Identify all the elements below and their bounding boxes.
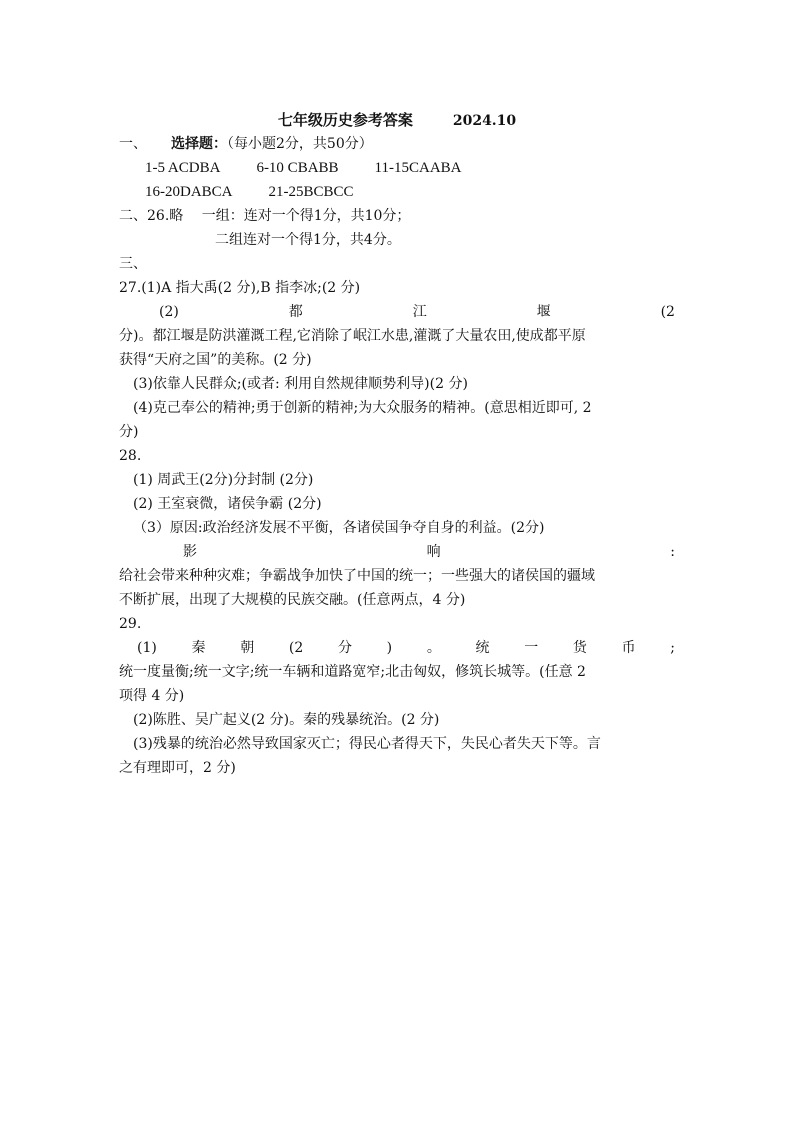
q27-word: 堰 — [536, 304, 551, 320]
q28-line4 — [119, 540, 675, 564]
q27-word: 都 — [288, 304, 303, 320]
q28-line2: (2) 王室衰微，诸侯争霸 (2分) — [133, 496, 322, 512]
q27-word: (2) — [159, 304, 179, 320]
q29-word: 分 — [337, 640, 352, 656]
answer-group: 6-10 CBABB — [256, 160, 339, 176]
q29-line1 — [119, 636, 675, 660]
document-title — [119, 108, 675, 132]
q27-word: (2 — [660, 304, 675, 320]
q28-line5: 给社会带来种种灾难；争霸战争加快了中国的统一；一些强大的诸侯国的疆域 — [119, 568, 595, 584]
answer-group: 1-5 ACDBA — [145, 160, 221, 176]
part1-answers-row2 — [119, 180, 675, 204]
q28-line6: 不断扩展，出现了大规模的民族交融。(任意两点，4 分) — [119, 592, 466, 608]
q28-number: 28. — [119, 448, 142, 464]
q28-word: 响 — [426, 544, 441, 560]
q27-line5: (3)依靠人民群众;(或者: 利用自然规律顺势利导)(2 分) — [133, 376, 468, 392]
q29-word: 一 — [524, 640, 539, 656]
q27-word: 江 — [412, 304, 427, 320]
part1-number: 一、 — [119, 136, 147, 152]
q29-word: 货 — [572, 640, 587, 656]
q29-word: 币 — [621, 640, 636, 656]
q27-line4: 获得“天府之国”的美称。(2 分) — [119, 352, 312, 368]
q29-word: ; — [670, 640, 675, 656]
q29-number: 29. — [119, 616, 142, 632]
q29-line4: (2)陈胜、吴广起义(2 分)。秦的残暴统治。(2 分) — [133, 712, 440, 728]
q27-line3: 分)。都江堰是防洪灌溉工程,它消除了岷江水患,灌溉了大量农田,使成都平原 — [119, 328, 586, 344]
q27-line1: 27.(1)A 指大禹(2 分),B 指李冰;(2 分) — [119, 280, 361, 296]
q29-word: 统 — [475, 640, 490, 656]
q28-word: 影 — [183, 544, 197, 560]
q27-line6: (4)克己奉公的精神;勇于创新的精神;为大众服务的精神。(意思相近即可, 2 — [133, 400, 592, 416]
answer-group: 11-15CAABA — [374, 160, 462, 176]
q29-word: 。 — [426, 640, 441, 656]
q28-line3: （3）原因:政治经济发展不平衡，各诸侯国争夺自身的利益。(2分) — [133, 520, 545, 536]
part1-label: 选择题： — [171, 136, 227, 152]
part2-line1: 二、26.略 一组：连对一个得1分，共10分； — [119, 208, 411, 224]
title-text: 七年级历史参考答案 — [277, 111, 413, 129]
q29-line6: 之有理即可，2 分) — [119, 760, 236, 776]
answer-group: 21-25BCBCC — [268, 184, 354, 200]
q29-word: (1) — [137, 640, 157, 656]
q28-line1: (1) 周武王(2分)分封制 (2分) — [133, 472, 314, 488]
q29-line3: 项得 4 分) — [119, 688, 185, 704]
q29-word: 朝 — [240, 640, 255, 656]
q29-line2: 统一度量衡;统一文字;统一车辆和道路宽窄;北击匈奴，修筑长城等。(任意 2 — [119, 664, 586, 680]
q28-word: : — [670, 544, 675, 560]
part1-answers-row1 — [119, 156, 675, 180]
title-date: 2024.10 — [452, 113, 517, 129]
part3-heading: 三、 — [119, 256, 147, 272]
part2-line2: 二组连对一个得1分，共4分。 — [215, 232, 401, 248]
q29-word: ) — [386, 640, 393, 656]
q27-line7: 分) — [119, 424, 139, 440]
part1-note: （每小题2分，共50分） — [227, 136, 373, 152]
q29-word: (2 — [288, 640, 304, 656]
q29-word: 秦 — [191, 640, 206, 656]
part1-heading — [119, 132, 675, 156]
q27-line2 — [119, 300, 675, 324]
document-body — [119, 108, 675, 780]
q29-line5: (3)残暴的统治必然导致国家灭亡；得民心者得天下，失民心者失天下等。言 — [133, 736, 601, 752]
answer-group: 16-20DABCA — [145, 184, 233, 200]
